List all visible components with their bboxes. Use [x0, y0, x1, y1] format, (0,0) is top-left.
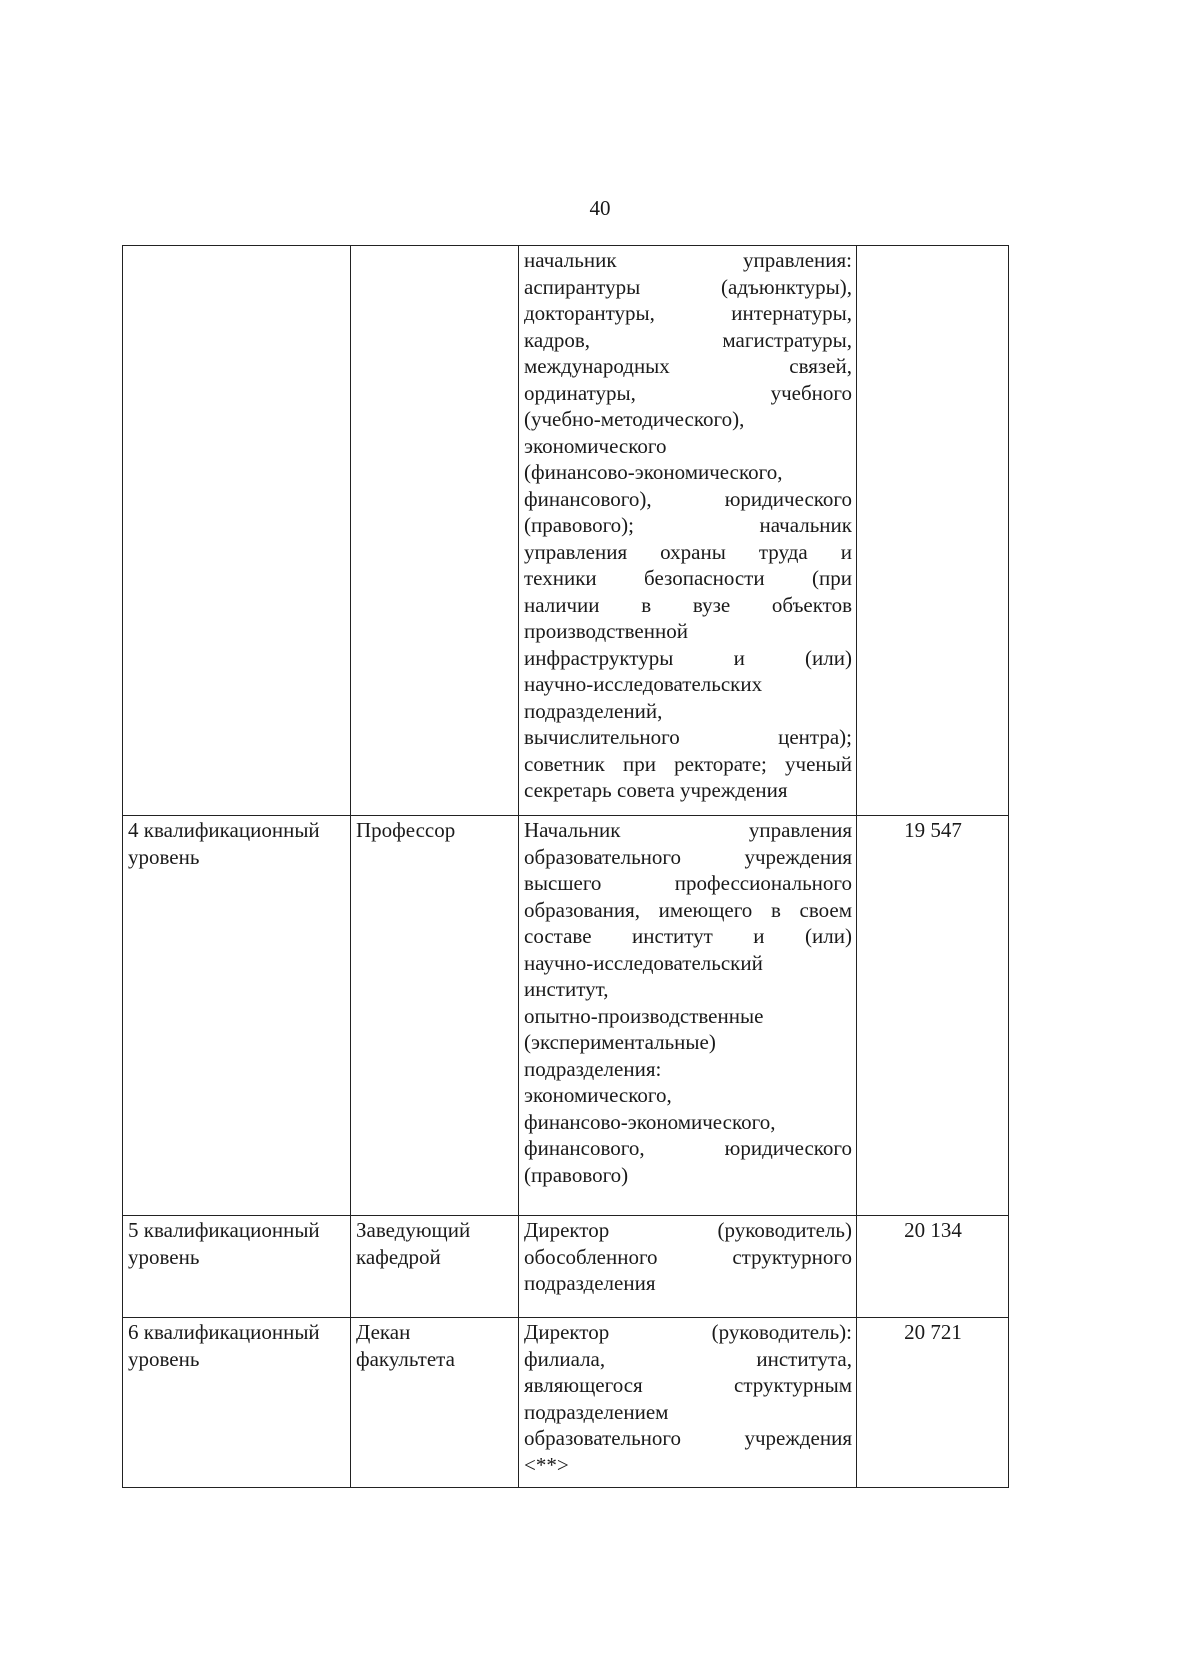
position-text: Профессор [356, 818, 456, 842]
table-row [123, 246, 1009, 816]
description-cell [519, 1318, 857, 1488]
table-body [123, 246, 1009, 1488]
position-cell [351, 816, 519, 1216]
description-line: обособленного структурного [524, 1244, 852, 1269]
description-cell [519, 246, 857, 816]
description-line: международных связей, [524, 354, 852, 378]
salary-value: 19 547 [904, 818, 962, 842]
description-line: научно-исследовательский [524, 950, 763, 975]
position-cell [351, 1216, 519, 1318]
salary-value: 20 134 [904, 1218, 962, 1242]
description-line: финансово-экономического, [524, 1109, 776, 1134]
table-row [123, 1216, 1009, 1318]
description-line: (экспериментальные) [524, 1030, 716, 1054]
description-line: составе институт и (или) [524, 924, 852, 948]
description-cell [519, 1216, 857, 1318]
description-line: (финансово-экономического, [524, 460, 783, 484]
description-line: секретарь совета учреждения [524, 778, 788, 802]
description-line: научно-исследовательских [524, 672, 763, 696]
description-line: кадров, магистратуры, [524, 327, 852, 352]
description-line: вычислительного центра); [524, 725, 852, 749]
description-line: советник при ректорате; ученый [524, 751, 852, 776]
description-line: опытно-производственные [524, 1003, 764, 1028]
description-line: аспирантуры (адъюнктуры), [524, 274, 852, 299]
description-line: техники безопасности (при [524, 566, 852, 590]
description-line: Начальник управления [524, 818, 852, 842]
description-line: (правового); начальник [524, 513, 852, 537]
qualification-level-cell [123, 1216, 351, 1318]
qualification-table [122, 245, 1009, 1488]
qualification-level-cell [123, 816, 351, 1216]
page-number: 40 [589, 196, 611, 220]
description-line: (правового) [524, 1162, 629, 1187]
table-row [123, 1318, 1009, 1488]
description-line: инфраструктуры и (или) [524, 645, 852, 670]
description-line: образовательного учреждения [524, 1426, 852, 1450]
position-text: Декан факультета [356, 1320, 455, 1371]
description-line: финансового), юридического [524, 486, 852, 511]
description-line: экономического [524, 433, 667, 458]
description-cell [519, 816, 857, 1216]
description-line: ординатуры, учебного [524, 380, 852, 405]
qualification-level-text: 5 квалификационный уровень [128, 1218, 320, 1269]
qualification-level-text: 6 квалификационный уровень [128, 1320, 320, 1371]
description-line: подразделением [524, 1399, 669, 1424]
description-line: финансового, юридического [524, 1136, 852, 1160]
salary-value: 20 721 [904, 1320, 962, 1344]
description-line: филиала, института, [524, 1346, 852, 1371]
description-line: образовательного учреждения [524, 844, 852, 869]
description-line: Директор (руководитель): [524, 1320, 852, 1344]
position-cell [351, 246, 519, 816]
salary-cell [857, 1318, 1009, 1488]
table-row [123, 816, 1009, 1216]
position-text: Заведующий кафедрой [356, 1218, 471, 1269]
description-line: докторантуры, интернатуры, [524, 301, 852, 325]
description-line: наличии в вузе объектов [524, 592, 852, 617]
qualification-level-cell [123, 1318, 351, 1488]
description-line: являющегося структурным [524, 1373, 852, 1397]
salary-cell [857, 246, 1009, 816]
description-line: управления охраны труда и [524, 539, 852, 564]
description-line: производственной [524, 619, 688, 643]
description-line: экономического, [524, 1083, 672, 1107]
description-line: Директор (руководитель) [524, 1218, 852, 1242]
description-line: подразделения [524, 1271, 656, 1295]
qualification-level-cell [123, 246, 351, 816]
description-line: высшего профессионального [524, 871, 852, 895]
description-line: институт, [524, 977, 609, 1001]
salary-cell [857, 816, 1009, 1216]
description-line: подразделений, [524, 698, 663, 723]
qualification-level-text: 4 квалификационный уровень [128, 818, 320, 869]
description-line: подразделения: [524, 1056, 662, 1081]
description-line: <**> [524, 1452, 569, 1477]
description-line: (учебно-методического), [524, 407, 745, 431]
salary-cell [857, 1216, 1009, 1318]
description-line: начальник управления: [524, 248, 852, 272]
position-cell [351, 1318, 519, 1488]
description-line: образования, имеющего в своем [524, 897, 852, 922]
